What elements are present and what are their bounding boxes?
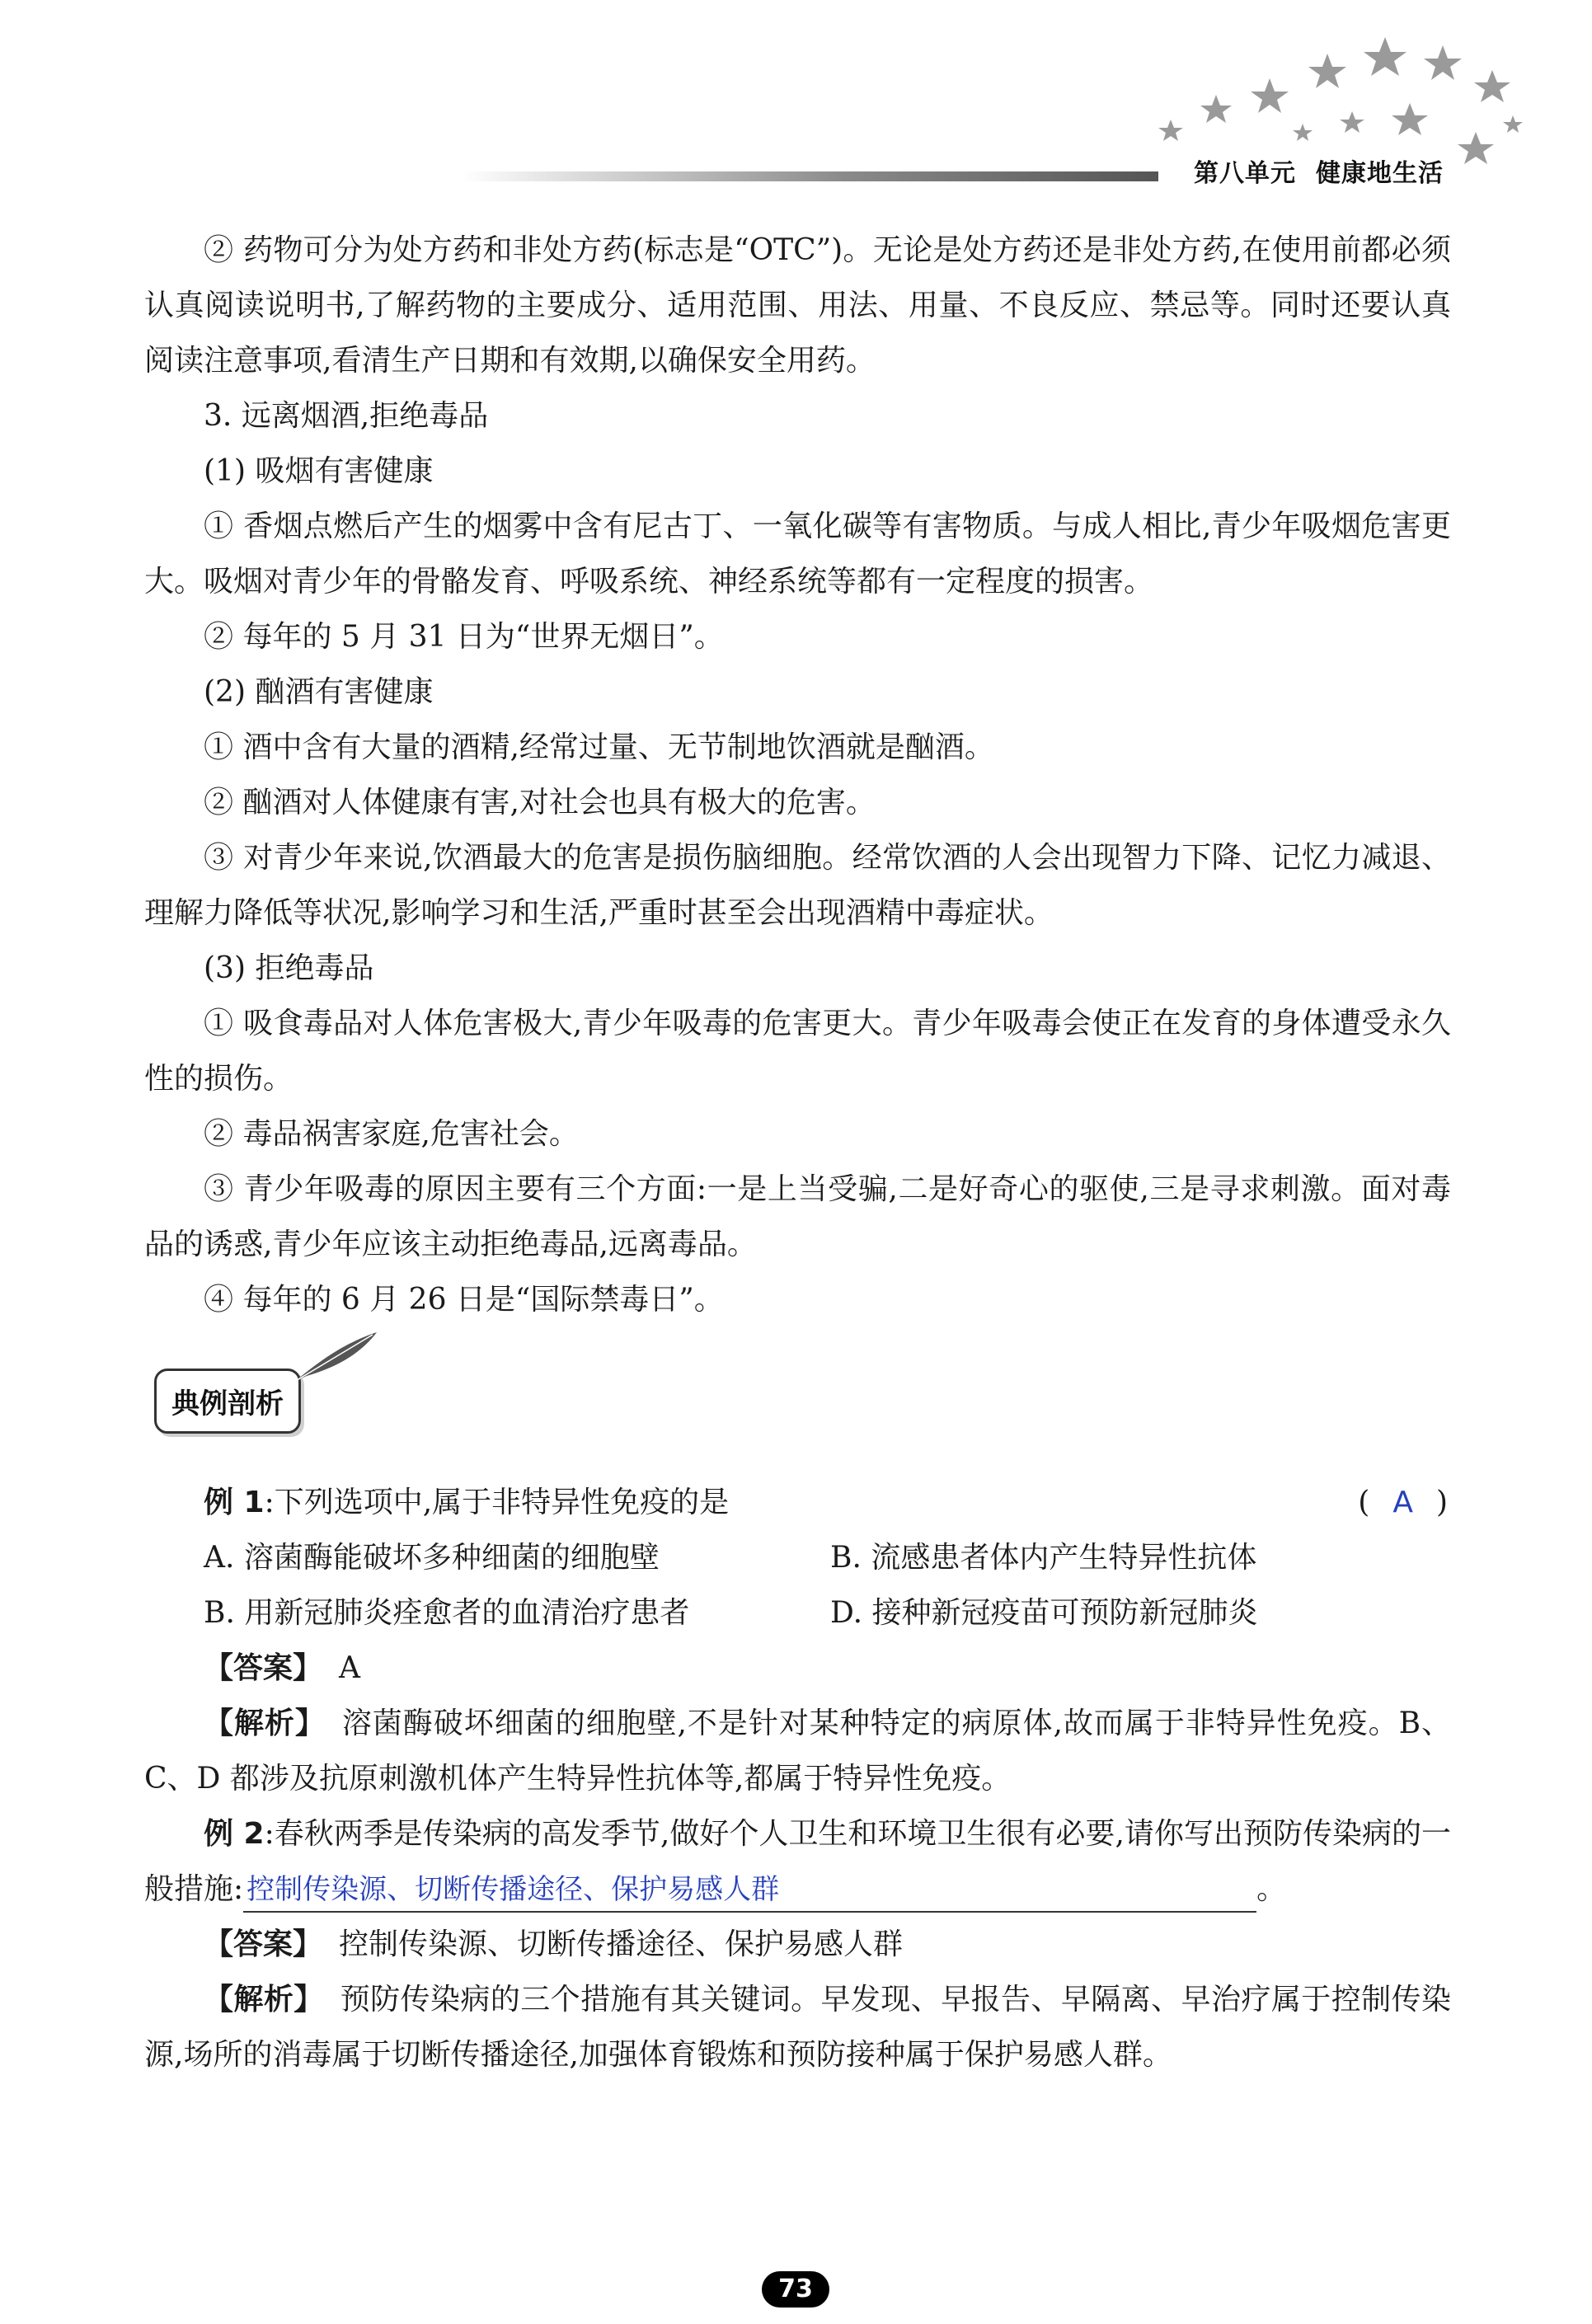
drugs-point-2: ② 毒品祸害家庭,危害社会。: [204, 1117, 579, 1151]
example-2: [144, 1806, 1451, 2082]
analysis-text: 预防传染病的三个措施有其关键词。早发现、早报告、早隔离、早治疗属于控制传染源,场所的消毒属于切断传播途径,加强体育锻炼和预防接种属于保护易感人群。: [144, 1983, 1451, 2072]
chapter-title: [1194, 153, 1444, 189]
option-item: A. 溶菌酶能破坏多种细菌的细胞壁: [204, 1541, 660, 1575]
example-1-question: [144, 1475, 729, 1530]
smoking-point-2: ② 每年的 5 月 31 日为“世界无烟日”。: [204, 620, 724, 654]
analysis-tag: 【解析】: [204, 1707, 326, 1740]
alcohol-point-1: ① 酒中含有大量的酒精,经常过量、无节制地饮酒就是酗酒。: [204, 730, 994, 764]
page-content: [144, 223, 1451, 2082]
section3-title: 3. 远离烟酒,拒绝毒品: [204, 399, 489, 433]
example-2-answer-blank: 控制传染源、切断传播途径、保护易感人群: [243, 1868, 1256, 1913]
unit-label: 第八单元: [1194, 159, 1296, 188]
example-1-answer: [144, 1641, 1451, 1696]
answer-value: A: [339, 1651, 361, 1685]
smoking-point-1: ① 香烟点燃后产生的烟雾中含有尼古丁、一氧化碳等有害物质。与成人相比,青少年吸烟危害更大。吸烟对青少年的骨骼发育、呼吸系统、神经系统等都有一定程度的损害。: [144, 509, 1451, 599]
answer-tag: 【答案】: [204, 1651, 323, 1685]
section-heading-examples: [154, 1369, 301, 1434]
bracket-open: (: [1358, 1486, 1370, 1519]
section-heading-text: 典例剖析: [171, 1387, 284, 1420]
drugs-point-3: ③ 青少年吸毒的原因主要有三个方面:一是上当受骗,二是好奇心的驱使,三是寻求刺激。面对毒品的诱惑,青少年应该主动拒绝毒品,远离毒品。: [144, 1172, 1451, 1261]
example-2-question-text: :春秋两季是传染病的高发季节,做好个人卫生和环境卫生很有必要,请你写出预防传染病的一般措施:: [144, 1817, 1451, 1906]
analysis-tag: 【解析】: [204, 1983, 324, 2016]
header-divider-bar: [462, 171, 1158, 181]
alcohol-point-2: ② 酗酒对人体健康有害,对社会也具有极大的危害。: [204, 786, 876, 819]
page-header: [0, 0, 1592, 198]
unit-title: 健康地生活: [1316, 159, 1444, 188]
example-1-analysis: [144, 1696, 1451, 1806]
drugs-title: (3) 拒绝毒品: [204, 951, 374, 985]
example-2-label: 例 2: [204, 1817, 265, 1851]
example-1: [144, 1475, 1451, 1806]
option-item: D. 接种新冠疫苗可预防新冠肺炎: [830, 1596, 1258, 1630]
drugs-point-4: ④ 每年的 6 月 26 日是“国际禁毒日”。: [204, 1283, 724, 1317]
example-1-question-text: :下列选项中,属于非特异性免疫的是: [264, 1486, 730, 1519]
example-2-question: [144, 1806, 1451, 1917]
example-1-answer-mark: A: [1392, 1486, 1413, 1519]
option-item: B. 用新冠肺炎痊愈者的血清治疗患者: [204, 1596, 690, 1630]
drug-paragraph: ② 药物可分为处方药和非处方药(标志是“OTC”)。无论是处方药还是非处方药,在使用前都必须认真阅读说明书,了解药物的主要成分、适用范围、用法、用量、不良反应、禁忌等。同时还要认真阅读注意事项,看清生产日期和有效期,以确保安全用药。: [144, 233, 1451, 378]
example-1-answer-bracket: [1358, 1475, 1451, 1530]
example-1-question-row: [144, 1475, 1451, 1530]
example-1-options: [144, 1530, 1451, 1641]
analysis-text: 溶菌酶破坏细菌的细胞壁,不是针对某种特定的病原体,故而属于非特异性免疫。B、C、D 都涉及抗原刺激机体产生特异性抗体等,都属于特异性免疫。: [144, 1707, 1451, 1796]
answer-tag: 【答案】: [204, 1927, 323, 1961]
feather-icon: [290, 1328, 381, 1386]
answer-value: 控制传染源、切断传播途径、保护易感人群: [339, 1927, 904, 1961]
end-punctuation: 。: [1256, 1872, 1287, 1906]
example-1-label: 例 1: [204, 1486, 265, 1519]
drugs-point-1: ① 吸食毒品对人体危害极大,青少年吸毒的危害更大。青少年吸毒会使正在发育的身体遭受永久性的损伤。: [144, 1007, 1451, 1096]
alcohol-point-3: ③ 对青少年来说,饮酒最大的危害是损伤脑细胞。经常饮酒的人会出现智力下降、记忆力减退、理解力降低等状况,影响学习和生活,严重时甚至会出现酒精中毒症状。: [144, 841, 1451, 930]
bracket-close: ): [1435, 1486, 1448, 1519]
example-2-analysis: [144, 1972, 1451, 2082]
page-number: 73: [762, 2271, 829, 2308]
alcohol-title: (2) 酗酒有害健康: [204, 675, 434, 709]
option-item: B. 流感患者体内产生特异性抗体: [830, 1541, 1257, 1575]
smoking-title: (1) 吸烟有害健康: [204, 454, 434, 488]
example-2-answer: [144, 1917, 1451, 1972]
